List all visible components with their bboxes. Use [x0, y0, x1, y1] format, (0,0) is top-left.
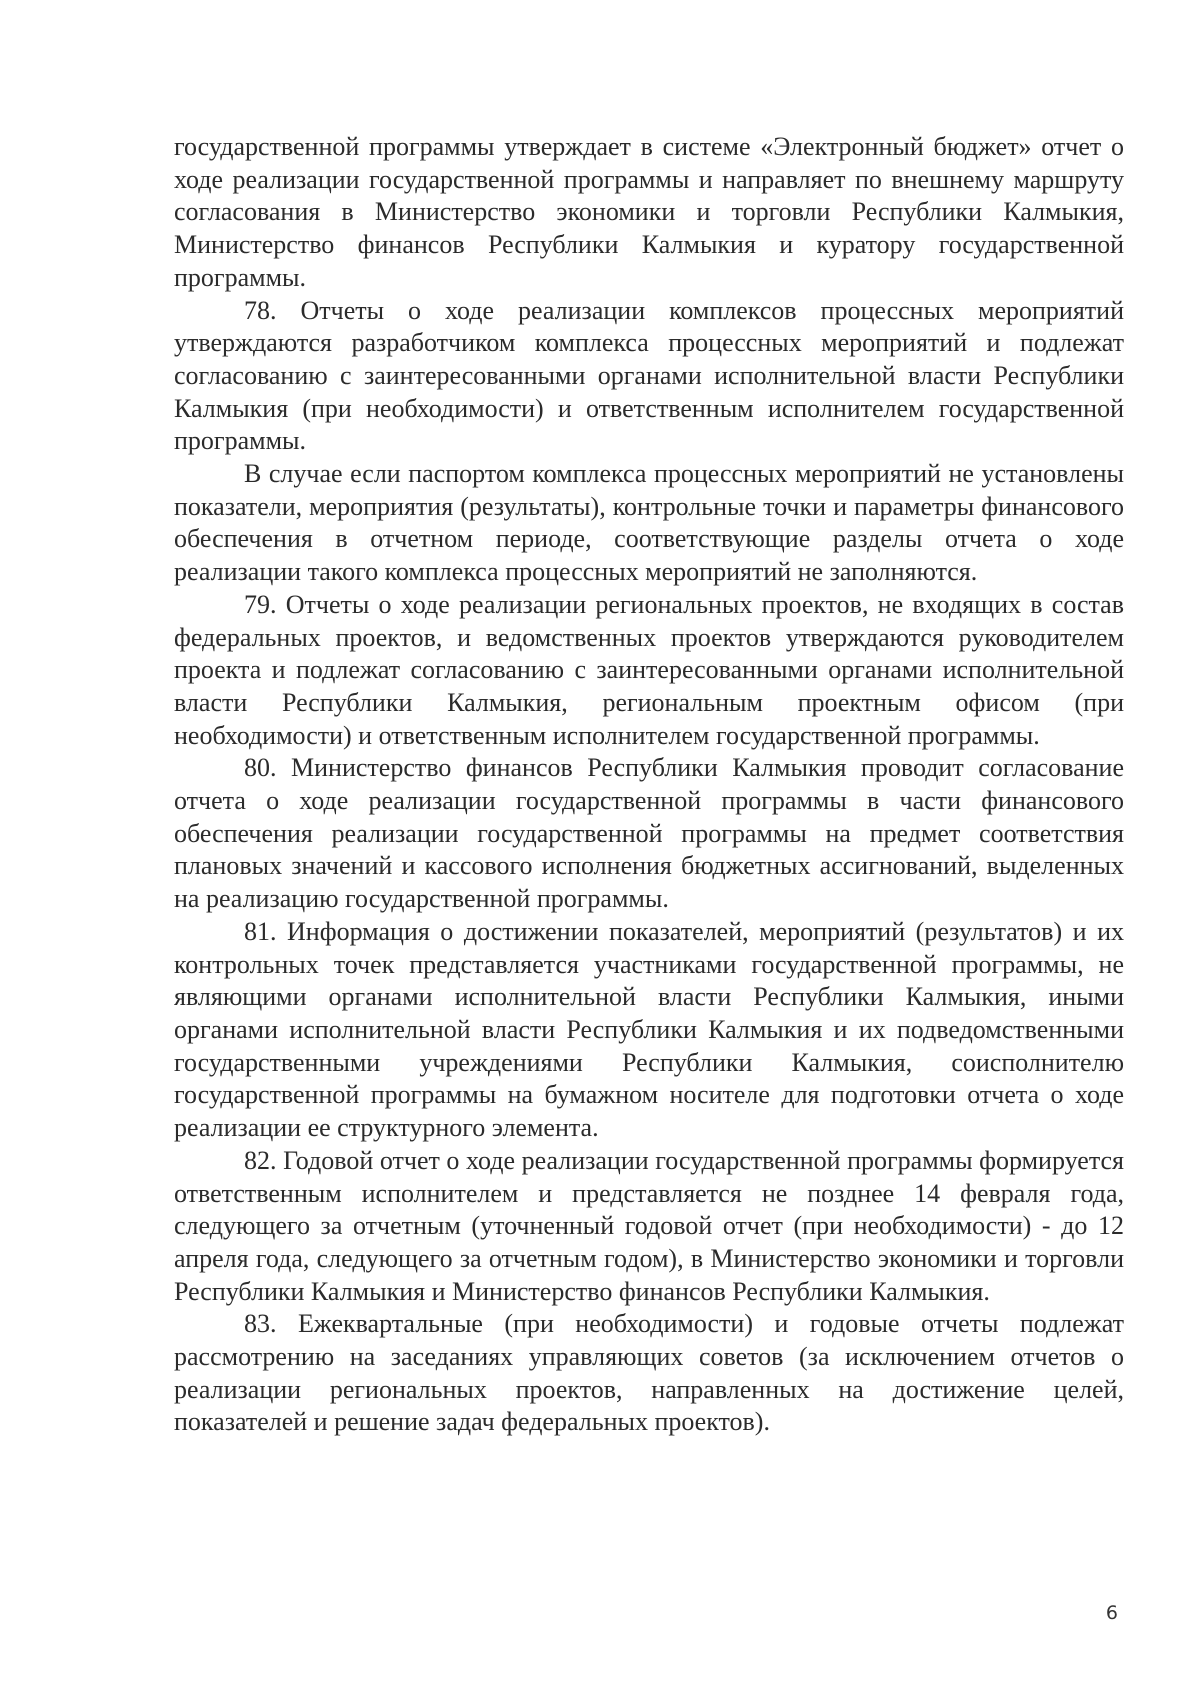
paragraph-83: 83. Ежеквартальные (при необходимости) и годовые отчеты подлежат рассмотрению на заседаниях управляющих советов (за исключением отчетов о реализации региональных проектов, направленных на достижение целей, показателей и решение задач федеральных проектов). [174, 1309, 1124, 1437]
paragraph-78-note: В случае если паспортом комплекса процессных мероприятий не установлены показатели, мероприятия (результаты), контрольные точки и параметры финансового обеспечения в отчетном периоде, соответствующие разделы отчета о ходе реализации такого комплекса процессных мероприятий не заполняются. [174, 459, 1124, 587]
page-number: 6 [1105, 1602, 1118, 1624]
paragraph-78: 78. Отчеты о ходе реализации комплексов процессных мероприятий утверждаются разработчиком комплекса процессных мероприятий и подлежат согласованию с заинтересованными органами исполнительной власти Республики Калмыкия (при необходимости) и ответственным исполнителем государственной программы. [174, 295, 1124, 456]
paragraph-80: 80. Министерство финансов Республики Калмыкия проводит согласование отчета о ходе реализации государственной программы в части финансового обеспечения реализации государственной программы на предмет соответствия плановых значений и кассового исполнения бюджетных ассигнований, выделенных на реализацию государственной программы. [174, 753, 1124, 914]
document-body [174, 131, 1124, 1439]
paragraph-continuation: государственной программы утверждает в системе «Электронный бюджет» отчет о ходе реализации государственной программы и направляет по внешнему маршруту согласования в Министерство экономики и торговли Республики Калмыкия, Министерство финансов Республики Калмыкия и куратору государственной программы. [174, 132, 1124, 292]
paragraph-79: 79. Отчеты о ходе реализации региональных проектов, не входящих в состав федеральных проектов, и ведомственных проектов утверждаются руководителем проекта и подлежат согласованию с заинтересованными органами исполнительной власти Республики Калмыкия, региональным проектным офисом (при необходимости) и ответственным исполнителем государственной программы. [174, 589, 1124, 750]
paragraph-81: 81. Информация о достижении показателей, мероприятий (результатов) и их контрольных точек представляется участниками государственной программы, не являющими органами исполнительной власти Республики Калмыкия, иными органами исполнительной власти Республики Калмыкия и их подведомственными государственными учреждениями Республики Калмыкия, соисполнителю государственной программы на бумажном носителе для подготовки отчета о ходе реализации ее структурного элемента. [174, 916, 1124, 1143]
paragraph-82: 82. Годовой отчет о ходе реализации государственной программы формируется ответственным исполнителем и представляется не позднее 14 февраля года, следующего за отчетным (уточненный годовой отчет (при необходимости) - до 12 апреля года, следующего за отчетным годом), в Министерство экономики и торговли Республики Калмыкия и Министерство финансов Республики Калмыкия. [174, 1145, 1124, 1306]
